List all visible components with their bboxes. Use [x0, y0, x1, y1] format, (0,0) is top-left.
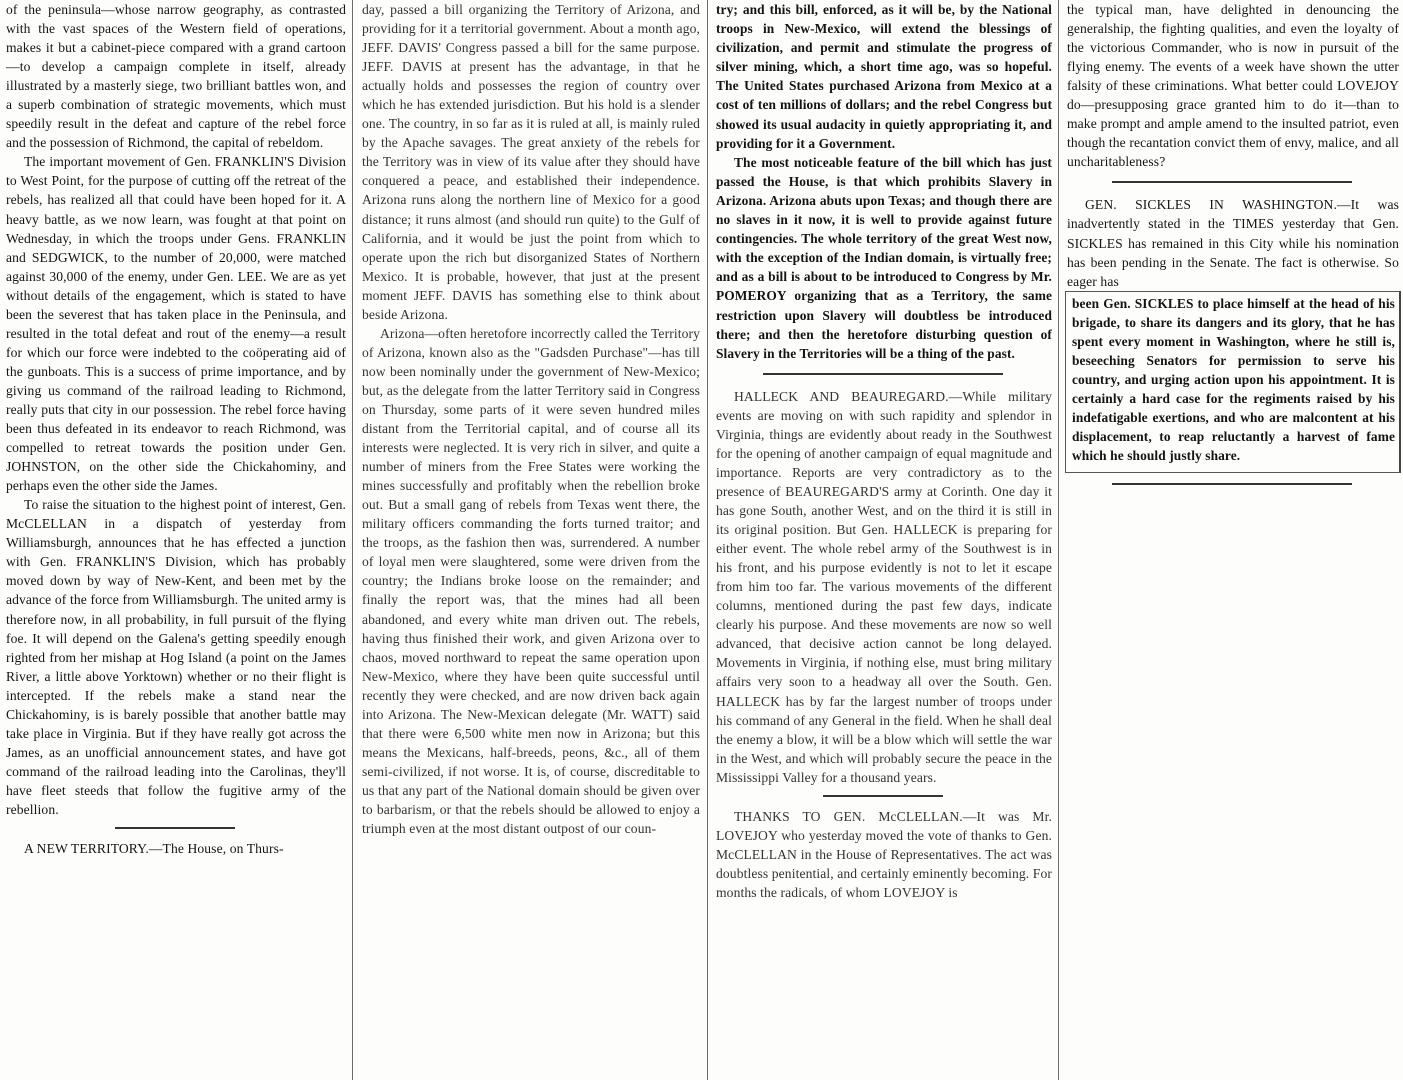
- paragraph: The most noticeable feature of the bill which has just passed the House, is that which prohibits Slavery in Arizona. Arizona abuts upon Texas; and though there are no slaves in it now, it is well to provide against future contingencies. The whole territory of the great West now, with the exception of the Indian domain, is virtually free; and as a bill is about to be introduced to Congress by Mr. POMEROY organizing that as a Territory, the same restriction upon Slavery will doubtless be introduced there; and then the heretofore disturbing question of Slavery in the Territories will be a thing of the past.: [716, 154, 1052, 361]
- paragraph: of the peninsula—whose narrow geography, as contrasted with the vast spaces of the Western field of operations, makes it but a cabinet-piece compared with a grand cartoon—to develop a campaign complete in itself, already illustrated by a masterly siege, two brilliant battles won, and a superb combination of strategic movements, which must speedily result in the defeat and capture of the rebel force and the possession of Richmond, the capital of rebeldom.: [6, 2, 346, 151]
- article-heading: A NEW TERRITORY.—The House, on Thurs-: [24, 841, 284, 857]
- paragraph: The important movement of Gen. FRANKLIN'S Division to West Point, for the purpose of cutting off the retreat of the rebels, has realized all that could have been hoped for it. A heavy battle, as we now learn, was fought at that point on Wednesday, in which the troops under Gens. FRANKLIN and SEDGWICK, to the number of 20,000, were matched against 30,000 of the enemy, under Gen. LEE. We are as yet without details of the engagement, which is stated to have been the severest that has taken place in the Peninsula, and resulted in the total defeat and rout of the enemy—a result for which our force were indebted to the coöperating aid of the gunboats. This is a success of prime importance, and by giving us command of the railroad leading to Richmond, really puts that city in our possession. The rebel force having been thus defeated in its endeavor to reach Richmond, was compelled to retreat towards the position under Gen. JOHNSTON, on the other side the Chickahominy, and perhaps even the other side the James.: [6, 154, 346, 494]
- paragraph: day, passed a bill organizing the Territory of Arizona, and providing for it a territorial government. About a month ago, JEFF. DAVIS' Congress passed a bill for the same purpose. JEFF. DAVIS at present has the advantage, in that he actually holds and possesses the region of country over which he has extended jurisdiction. But his hold is a slender one. The country, in so far as it is ruled at all, is mainly ruled by the Apache savages. The great anxiety of the rebels for the Territory was in view of its value after they should have conquered a peace, and established their independence. Arizona runs along the northern line of Mexico for a good distance; it runs almost (and should run quite) to the Gulf of California, and it would be just the point from which to operate upon the rich but disorganized States of Northern Mexico. It is probable, however, that just at the present moment JEFF. DAVIS has something else to think about beside Arizona.: [362, 2, 700, 322]
- paragraph: HALLECK AND BEAUREGARD.—While military events are moving on with such rapidity and splendor in Virginia, things are evidently about ready in the Southwest for the opening of another campaign of equal magnitude and importance. Reports are very contradictory as to the presence of BEAUREGARD'S army at Corinth. One day it has gone South, another West, and on the third it is still in its original position. But Gen. HALLECK is preparing for either event. The whole rebel army of the Southwest is in his front, and his purpose evidently is not to let it escape from him too far. The various movements of the different columns, mentioned during the past few days, indicate clearly his purpose. And these movements are now so well advanced, that decisive action cannot be long delayed. Movements in Virginia, if nothing else, must bring military affairs very soon to a headway all over the South. Gen. HALLECK has by far the largest number of troops under his command of any General in the field. When he shall deal the enemy a blow, it will be a blow which will settle the war in the West, and which will probably secure the peace in the Mississippi Valley for a thousand years.: [716, 388, 1052, 785]
- divider: [823, 795, 943, 797]
- column-4: [1061, 0, 1403, 1080]
- paragraph: Arizona—often heretofore incorrectly called the Territory of Arizona, known also as the "Gadsden Purchase"—has till now been nominally under the government of New-Mexico; but, as the delegate from the latter Territory said in Congress on Thursday, some parts of it were seven hundred miles distant from the Territorial capital, and of course all its interests were neglected. It is very rich in silver, and quite a number of miners from the Free States were working the mines successfully and profitably when the rebellion broke out. But a small gang of rebels from Texas went there, the military officers commanding the forts turned traitor; and the troops, as the fashion then was, surrendered. A number of loyal men were slaughtered, some were driven from the country; the Indians broke loose on the remainder; and finally the report was, that the mines had all been abandoned, and every white man driven out. The rebels, having thus finished their work, and given Arizona over to chaos, moved northward to repeat the same operation upon New-Mexico, where they have been quite successful until recently they were checked, and are now driven back again into Arizona. The New-Mexican delegate (Mr. WATT) said that there were 6,500 white men now in Arizona; but this means the Mexicans, half-breeds, peons, &c., all of them semi-civilized, if not worse. It is, of course, discreditable to us that any part of the National domain should be given over to barbarism, or that the rebels should be allowed to enjoy a triumph even at the most distant outpost of our coun-: [362, 325, 700, 837]
- paragraph: GEN. SICKLES IN WASHINGTON.—It was inadvertently stated in the TIMES yesterday that Gen. SICKLES has remained in this City while his nomination has been pending in the Senate. The fact is otherwise. So eager has: [1067, 197, 1399, 289]
- divider: [115, 827, 235, 829]
- paragraph: To raise the situation to the highest point of interest, Gen. McCLELLAN in a dispatch of yesterday from Williamsburgh, announces that he has effected a junction with Gen. FRANKLIN'S Division, which has probably moved down by way of New-Kent, and been met by the advance of the force from Williamsburgh. The united army is therefore now, in all probability, in full pursuit of the flying foe. It will depend on the Galena's getting speedily enough righted from her mishap at Hog Island (a point on the James River, a little above Yorktown) whether or no their flight is intercepted. If the rebels make a stand near the Chickahominy, is is barely possible that another battle may take place in Virginia. But if they have really got across the James, as an unofficial announcement states, and have got command of the railroad leading into the Carolinas, they'll have fleet steeds that follow the fugitive army of the rebellion.: [6, 497, 346, 817]
- divider: [1112, 483, 1352, 485]
- column-1: [0, 0, 350, 1080]
- column-rule: [707, 0, 708, 1080]
- column-rule: [1058, 0, 1059, 1080]
- divider: [1112, 181, 1352, 183]
- boxed-clipping: [1065, 291, 1401, 473]
- paragraph: been Gen. SICKLES to place himself at the head of his brigade, to share its dangers and its glory, that he has spent every moment in Washington, where he still is, beseeching Senators for permission to serve his country, and urging action upon his appointment. It is certainly a hard case for the regiments raised by his indefatigable exertions, and who are malcontent at his displacement, to reap reluctantly a harvest of fame which he should justly share.: [1072, 295, 1395, 464]
- paragraph: the typical man, have delighted in denouncing the generalship, the fighting qualities, and even the loyalty of the victorious Commander, who is now in pursuit of the flying enemy. The events of a week have shown the utter falsity of these criminations. What better could LOVEJOY do—presupposing grace granted him to do it—than to make prompt and ample amend to the insulted patriot, even though the recantation convict them of envy, malice, and all uncharitableness?: [1067, 2, 1399, 170]
- column-rule: [352, 0, 353, 1080]
- divider: [763, 373, 1003, 375]
- paragraph: THANKS TO GEN. McCLELLAN.—It was Mr. LOVEJOY who yesterday moved the vote of thanks to Gen. McCLELLAN in the House of Representatives. The act was doubtless penitential, and certainly eminently becoming. For months the radicals, of whom LOVEJOY is: [716, 808, 1052, 900]
- paragraph: try; and this bill, enforced, as it will be, by the National troops in New-Mexico, will extend the blessings of civilization, and permit and stimulate the progress of silver mining, which, a short time ago, was so hopeful. The United States purchased Arizona from Mexico at a cost of ten millions of dollars; and the rebel Congress but showed its usual audacity in quietly appropriating it, and providing for it a Government.: [716, 2, 1052, 151]
- column-3: [710, 0, 1056, 1080]
- column-2: [356, 0, 704, 1080]
